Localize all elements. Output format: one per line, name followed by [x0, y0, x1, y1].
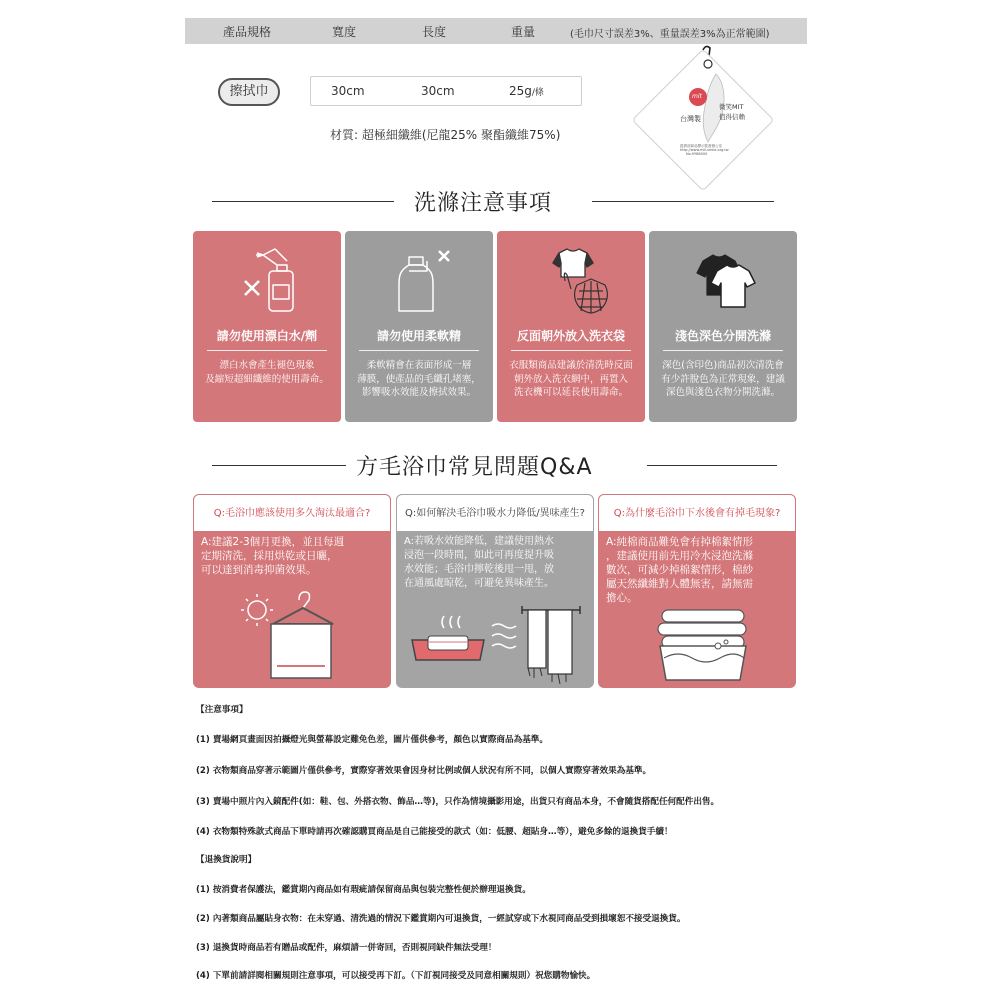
- notes-item: (3) 賣場中照片內入鏡配件(如：鞋、包、外搭衣物、飾品…等)，只作為情境攝影用途，出貨只有商品本身，不會隨貨搭配任何配件出售。: [196, 797, 720, 807]
- wash-section-title: 洗滌注意事項: [414, 191, 553, 216]
- divider: [663, 350, 783, 351]
- header-length: 長度: [422, 25, 447, 39]
- divider: [207, 350, 327, 351]
- tag-fine2: http://www.mit-smile.org.tw: [680, 148, 729, 152]
- notes-item: (2) 衣物類商品穿著示範圖片僅供參考，實際穿著效果會因身材比例或個人狀況有所不同，以個人實際穿著效果為基準。: [196, 766, 652, 776]
- wash-card-title: 淺色深色分開洗滌: [674, 329, 771, 343]
- qa-section-title: 方毛浴巾常見問題Q&A: [356, 455, 593, 480]
- notes-item: (4) 衣物類特殊款式商品下單時請再次確認購買商品是自己能接受的款式（如：低腰、超貼身…等），避免多餘的退換貨手續！: [196, 827, 673, 837]
- returns-item: (2) 內著類商品屬貼身衣物：在未穿過、清洗過的情況下鑑賞期內可退換貨，一經試穿或下水視同商品受到損壞恕不接受退換貨。: [196, 914, 686, 924]
- no-softener-icon: [369, 241, 469, 317]
- spec-row: [310, 76, 582, 106]
- tag-line2: 值得信賴: [719, 113, 745, 121]
- qa-title-line-left: [212, 465, 346, 466]
- qa-question: Q:如何解決毛浴巾吸水力降低/異味產生?: [396, 494, 594, 532]
- tag-line1: 微笑MIT: [719, 103, 744, 111]
- no-bleach-icon: [217, 241, 317, 317]
- qa-answer: A:若吸水效能降低，建議使用熱水 浸泡一段時間，如此可再度提升吸 水效能；毛浴巾擰乾後甩一甩，放 在通風處晾乾，可避免異味產生。: [404, 536, 555, 589]
- header-weight: 重量: [511, 25, 536, 39]
- divider: [359, 350, 479, 351]
- stacked-towels-icon: [648, 606, 758, 684]
- material-text: 材質: 超極細纖維(尼龍25% 聚酯纖維75%): [330, 128, 561, 142]
- separate-colors-icon: [673, 241, 773, 317]
- spec-width-value: 30cm: [331, 84, 365, 98]
- wash-card-separate-colors: [649, 231, 797, 422]
- spec-weight-value: 25g/條: [509, 84, 544, 98]
- wash-card-laundry-bag: [497, 231, 645, 422]
- wash-card-desc: 衣服類商品建議於清洗時反面 朝外放入洗衣網中，再置入 洗衣機可以延長使用壽命。: [509, 360, 633, 398]
- qa-card-replacement: [193, 494, 391, 688]
- wash-title-line-right: [592, 201, 774, 202]
- qa-question: Q:毛浴巾應該使用多久淘汰最適合?: [193, 494, 391, 532]
- header-tolerance-note: (毛巾尺寸誤差3%、重量誤差3%為正常範圍): [570, 29, 770, 40]
- tag-fine3: No.9Y86000: [686, 152, 708, 156]
- soak-and-dry-icon: [404, 596, 590, 686]
- towel-hanger-icon: [233, 584, 353, 684]
- returns-heading: 【退換貨說明】: [196, 855, 257, 865]
- returns-item: (1) 按消費者保護法，鑑賞期內商品如有瑕疵請保留商品與包裝完整性便於辦理退換貨。: [196, 885, 531, 895]
- wash-card-title: 請勿使用柔軟精: [376, 329, 461, 343]
- qa-answer: A:純棉商品難免會有掉棉絮情形 ，建議使用前先用冷水浸泡洗滌 數次，可減少掉棉絮情形，棉紗 屬天然纖維對人體無害，請無需 擔心。: [606, 536, 754, 604]
- laundry-bag-icon: [521, 241, 621, 317]
- qa-answer: A:建議2-3個月更換，並且每週 定期清洗，採用烘乾或日曬， 可以達到消毒抑菌效果。: [201, 536, 345, 576]
- qa-question: Q:為什麼毛浴巾下水後會有掉毛現象?: [598, 494, 796, 532]
- wash-card-desc: 深色(含印色)商品初次清洗會 有少許脫色為正常現象，建議 深色與淺色衣物分開洗滌。: [661, 360, 785, 398]
- mit-badge-label: mit: [692, 93, 702, 100]
- header-width: 寬度: [332, 25, 357, 39]
- notes-item: (1) 賣場網頁畫面因拍攝燈光與螢幕設定難免色差，圖片僅供參考，顏色以實際商品為基準。: [196, 735, 548, 745]
- wash-card-no-bleach: [193, 231, 341, 422]
- wash-card-no-softener: [345, 231, 493, 422]
- wash-card-title: 反面朝外放入洗衣袋: [516, 329, 625, 343]
- returns-item: (4) 下單前請詳閱相關規則注意事項，可以接受再下訂。（下訂視同接受及同意相關規則）祝您購物愉快。: [196, 971, 596, 981]
- returns-item: (3) 退換貨時商品若有贈品或配件，麻煩請一併寄回，否則視同缺件無法受理！: [196, 943, 497, 953]
- divider: [511, 350, 631, 351]
- qa-card-absorbency: [396, 494, 594, 688]
- spec-length-value: 30cm: [421, 84, 455, 98]
- qa-title-line-right: [647, 465, 777, 466]
- notes-heading: 【注意事項】: [196, 705, 248, 715]
- wash-card-desc: 漂白水會產生褪色現象 及縮短超細纖維的使用壽命。: [205, 360, 329, 385]
- product-name-pill: 擦拭巾: [218, 78, 280, 106]
- made-in-taiwan: 台灣製: [680, 115, 701, 123]
- header-spec: 產品規格: [223, 25, 272, 39]
- wash-title-line-left: [212, 201, 394, 202]
- wash-card-title: 請勿使用漂白水/劑: [216, 329, 318, 343]
- qa-card-lint: [598, 494, 796, 688]
- mit-smile-tag: [628, 42, 778, 192]
- wash-card-desc: 柔軟精會在表面形成一層 薄膜，使產品的毛纖孔堵塞， 影響吸水效能及擦拭效果。: [357, 360, 481, 398]
- spec-header: [185, 18, 807, 44]
- tag-fine1: 經濟部商品標示監督辦公室: [680, 144, 722, 148]
